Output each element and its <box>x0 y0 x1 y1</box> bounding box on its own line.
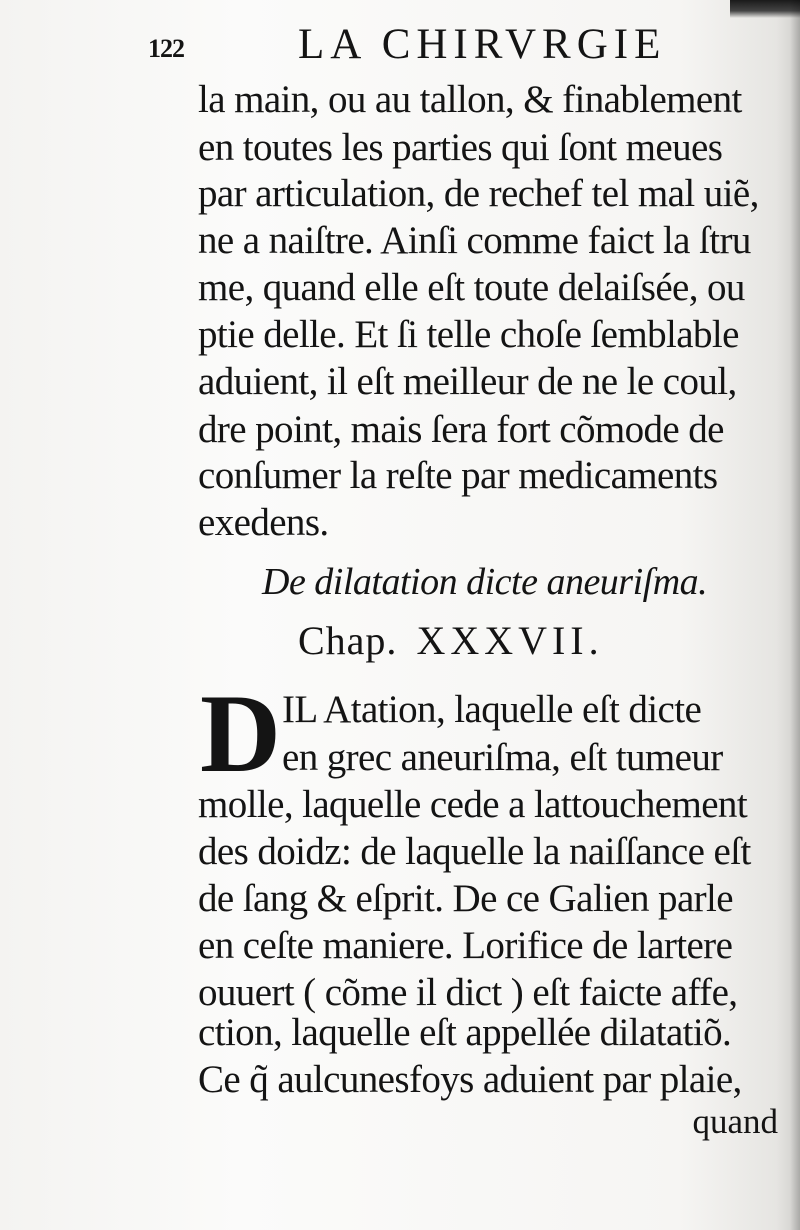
page-header <box>148 18 708 68</box>
text-line: ouuert ( cõme il dict ) eſt faicte affe, <box>198 971 738 1014</box>
chapter-title <box>298 617 604 664</box>
text-line: exedens. <box>198 501 329 544</box>
catchword: quand <box>692 1102 778 1141</box>
chapter-numeral: XXXVII. <box>416 618 604 663</box>
text-line: en grec aneuriſma, eſt tumeur <box>282 736 723 779</box>
text-line: Ce q̃ aulcunesfoys aduient par plaie, <box>198 1058 742 1101</box>
text-line: ptie delle. Et ſi telle choſe ſemblable <box>198 313 739 356</box>
text-line: des doidz: de laquelle la naiſſance eſt <box>198 830 751 873</box>
page-gutter-shadow <box>790 0 800 1230</box>
text-line: molle, laquelle cede a lattouchement <box>198 783 748 826</box>
text-line: par articulation, de rechef tel mal uiẽ, <box>198 172 759 215</box>
text-line: conſumer la reſte par medicaments <box>198 454 718 497</box>
text-line: en toutes les parties qui ſont meues <box>198 126 723 169</box>
page-number: 122 <box>148 34 184 63</box>
section-heading: De dilatation dicte aneuriſma. <box>262 561 708 603</box>
text-line: aduient, il eſt meilleur de ne le coul, <box>198 360 737 403</box>
text-line: en ceſte maniere. Lorifice de lartere <box>198 924 733 967</box>
text-line: me, quand elle eſt toute delaiſsée, ou <box>198 266 745 309</box>
text-line: de ſang & eſprit. De ce Galien parle <box>198 877 733 920</box>
text-line: dre point, mais ſera fort cõmode de <box>198 408 724 451</box>
drop-cap: D <box>200 672 281 796</box>
text-line: IL Atation, laquelle eſt dicte <box>282 688 702 731</box>
running-head: LA CHIRVRGIE <box>298 21 667 68</box>
text-line: ction, laquelle eſt appellée dilatatiõ. <box>198 1011 732 1054</box>
text-line: ne a naiſtre. Ainſi comme faict la ſtru <box>198 219 751 262</box>
text-line: la main, ou au tallon, & finablement <box>198 78 742 121</box>
chapter-label: Chap. <box>298 618 398 663</box>
